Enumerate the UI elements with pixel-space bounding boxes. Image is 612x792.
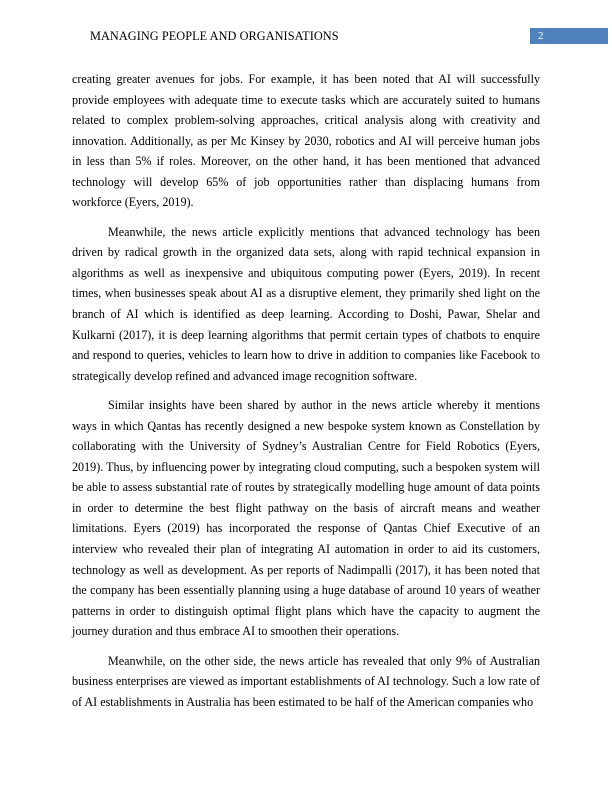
- paragraph: Meanwhile, on the other side, the news article has revealed that only 9% of Australian business enterprises are viewed as important establishments of AI technology. Such a low rate of of AI establishments in Australia has been estimated to be half of the American companies who: [72, 653, 540, 709]
- page-header: [0, 28, 612, 44]
- paragraph: Similar insights have been shared by author in the news article whereby it mentions ways in which Qantas has recently designed a new bespoke system known as Constellation by collaborating with the University of Sydney’s Australian Centre for Field Robotics (Eyers, 2019). Thus, by influencing power by integrating cloud computing, such a bespoken system will be able to assess substantial rate of routes by strategically modelling huge amount of data points in order to determine the best flight pathway on the basis of aircraft means and weather limitations. Eyers (2019) has incorporated the response of Qantas Chief Executive of an interview who revealed their plan of integrating AI automation in order to aid its customers, technology as well as development. As per reports of Nadimpalli (2017), it has been noted that the company has been essentially planning using a huge database of around 10 years of weather patterns in order to distinguish optimal flight plans which have the capacity to augment the journey duration and thus embrace AI to smoothen their operations.: [72, 398, 540, 639]
- running-head: MANAGING PEOPLE AND ORGANISATIONS: [90, 29, 339, 43]
- page-number: 2: [538, 30, 544, 42]
- page-number-box: [530, 28, 608, 44]
- paragraph-continuation: creating greater avenues for jobs. For example, it has been noted that AI will successfully provide employees with adequate time to execute tasks which are accurately suited to humans related to complex problem-solving approaches, critical analysis along with creativity and innovation. Additionally, as per Mc Kinsey by 2030, robotics and AI will perceive human jobs in less than 5% if roles. Moreover, on the other hand, it has been mentioned that advanced technology will develop 65% of job opportunities rather than displacing humans from workforce (Eyers, 2019).: [72, 72, 540, 210]
- paragraph: Meanwhile, the news article explicitly mentions that advanced technology has been driven by radical growth in the organized data sets, along with rapid technical expansion in algorithms as well as inexpensive and ubiquitous computing power (Eyers, 2019). In recent times, when businesses speak about AI as a disruptive element, they primarily shed light on the branch of AI which is identified as deep learning. According to Doshi, Pawar, Shelar and Kulkarni (2017), it is deep learning algorithms that permit certain types of chatbots to enquire and respond to queries, vehicles to learn how to drive in addition to companies like Facebook to strategically develop refined and advanced image recognition software.: [72, 224, 540, 383]
- document-body: [72, 69, 540, 721]
